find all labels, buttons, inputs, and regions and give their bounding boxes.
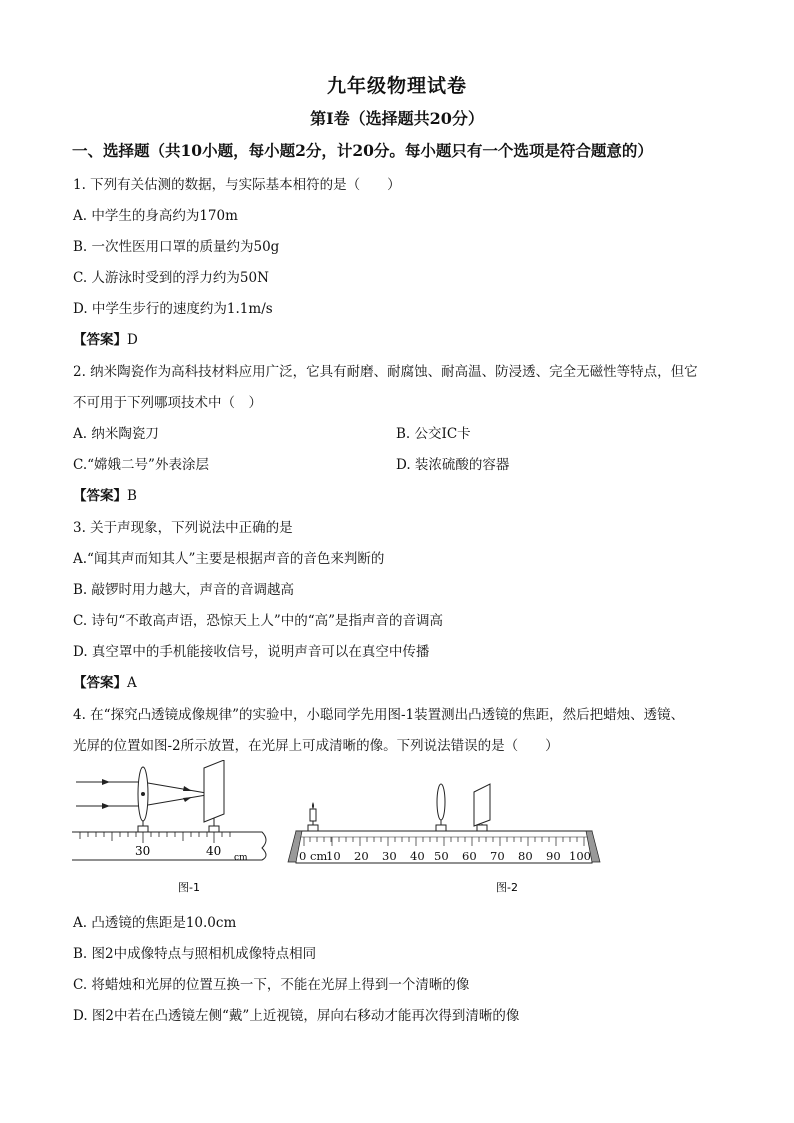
fig2-tick-80: 80	[518, 849, 533, 863]
q4-option-a: A. 凸透镜的焦距是10.0cm	[73, 915, 237, 931]
candle	[308, 802, 318, 831]
fig2-tick-40: 40	[410, 849, 425, 863]
q2-answer	[73, 484, 137, 504]
q3-answer	[73, 671, 137, 691]
q3-option-a: A.“闻其声而知其人”主要是根据声音的音色来判断的	[73, 551, 385, 567]
convex-lens	[436, 784, 446, 831]
fig2-tick-30: 30	[382, 849, 397, 863]
fig2-tick-0: 0 cm	[299, 849, 328, 863]
fig1-tick-30: 30	[135, 844, 151, 858]
q4-stem-line1: 4. 在“探究凸透镜成像规律”的实验中，小聪同学先用图-1装置测出凸透镜的焦距，然后把蜡烛、透镜、	[73, 707, 685, 723]
answer-value: D	[127, 332, 138, 348]
fig2-tick-100: 100	[569, 849, 591, 863]
q2-stem-line1: 2. 纳米陶瓷作为高科技材料应用广泛，它具有耐磨、耐腐蚀、耐高温、防浸透、完全无磁性等特点，但它	[73, 364, 698, 380]
q3-option-d: D. 真空罩中的手机能接收信号，说明声音可以在真空中传播	[73, 644, 430, 660]
q1-answer	[73, 328, 138, 348]
q1-option-b: B. 一次性医用口罩的质量约为50g	[73, 239, 280, 255]
q1-option-d: D. 中学生步行的速度约为1.1m/s	[73, 301, 273, 317]
q4-option-b: B. 图2中成像特点与照相机成像特点相同	[73, 946, 317, 962]
fig1-caption: 图-1	[178, 881, 200, 894]
q2-option-b: B. 公交IC卡	[396, 426, 471, 442]
part-heading: 第Ⅰ卷（选择题共20分）	[310, 109, 484, 128]
exam-title: 九年级物理试卷	[326, 75, 467, 97]
q2-stem-line2: 不可用于下列哪项技术中（ ）	[73, 395, 262, 411]
q3-stem: 3. 关于声现象，下列说法中正确的是	[73, 520, 293, 536]
fig2-tick-70: 70	[490, 849, 505, 863]
fig2-tick-60: 60	[462, 849, 477, 863]
q3-option-b: B. 敲锣时用力越大，声音的音调越高	[73, 582, 295, 598]
answer-tag: 【答案】	[73, 488, 127, 504]
answer-tag: 【答案】	[73, 675, 127, 691]
fig2-tick-10: 10	[326, 849, 341, 863]
q4-option-c: C. 将蜡烛和光屏的位置互换一下，不能在光屏上得到一个清晰的像	[73, 977, 470, 993]
fig2-tick-50: 50	[434, 849, 449, 863]
answer-tag: 【答案】	[73, 332, 127, 348]
q4-option-d: D. 图2中若在凸透镜左侧“戴”上近视镜，屏向右移动才能再次得到清晰的像	[73, 1008, 520, 1024]
fig2-tick-90: 90	[546, 849, 561, 863]
q2-option-a: A. 纳米陶瓷刀	[73, 426, 159, 442]
q2-option-d: D. 装浓硫酸的容器	[396, 457, 510, 473]
answer-value: B	[127, 488, 137, 504]
q4-stem-line2: 光屏的位置如图-2所示放置，在光屏上可成清晰的像。下列说法错误的是（ ）	[73, 738, 559, 754]
q1-option-a: A. 中学生的身高约为170m	[73, 208, 238, 224]
figure-1-focal-length-setup	[72, 760, 272, 896]
fig1-unit: cm	[234, 853, 248, 863]
fig2-caption: 图-2	[496, 881, 518, 894]
section-heading: 一、选择题（共10小题，每小题2分，计20分。每小题只有一个选项是符合题意的）	[72, 141, 653, 160]
q1-option-c: C. 人游泳时受到的浮力约为50N	[73, 270, 269, 286]
figure-2-optical-bench	[282, 782, 608, 896]
fig1-tick-40: 40	[206, 844, 222, 858]
q3-option-c: C. 诗句“不敢高声语，恐惊天上人”中的“高”是指声音的音调高	[73, 613, 444, 629]
answer-value: A	[127, 675, 137, 691]
q1-stem: 1. 下列有关估测的数据，与实际基本相符的是（ ）	[73, 177, 401, 193]
q2-option-c: C.“嫦娥二号”外表涂层	[73, 457, 209, 473]
light-screen	[474, 784, 490, 831]
fig2-tick-20: 20	[354, 849, 369, 863]
